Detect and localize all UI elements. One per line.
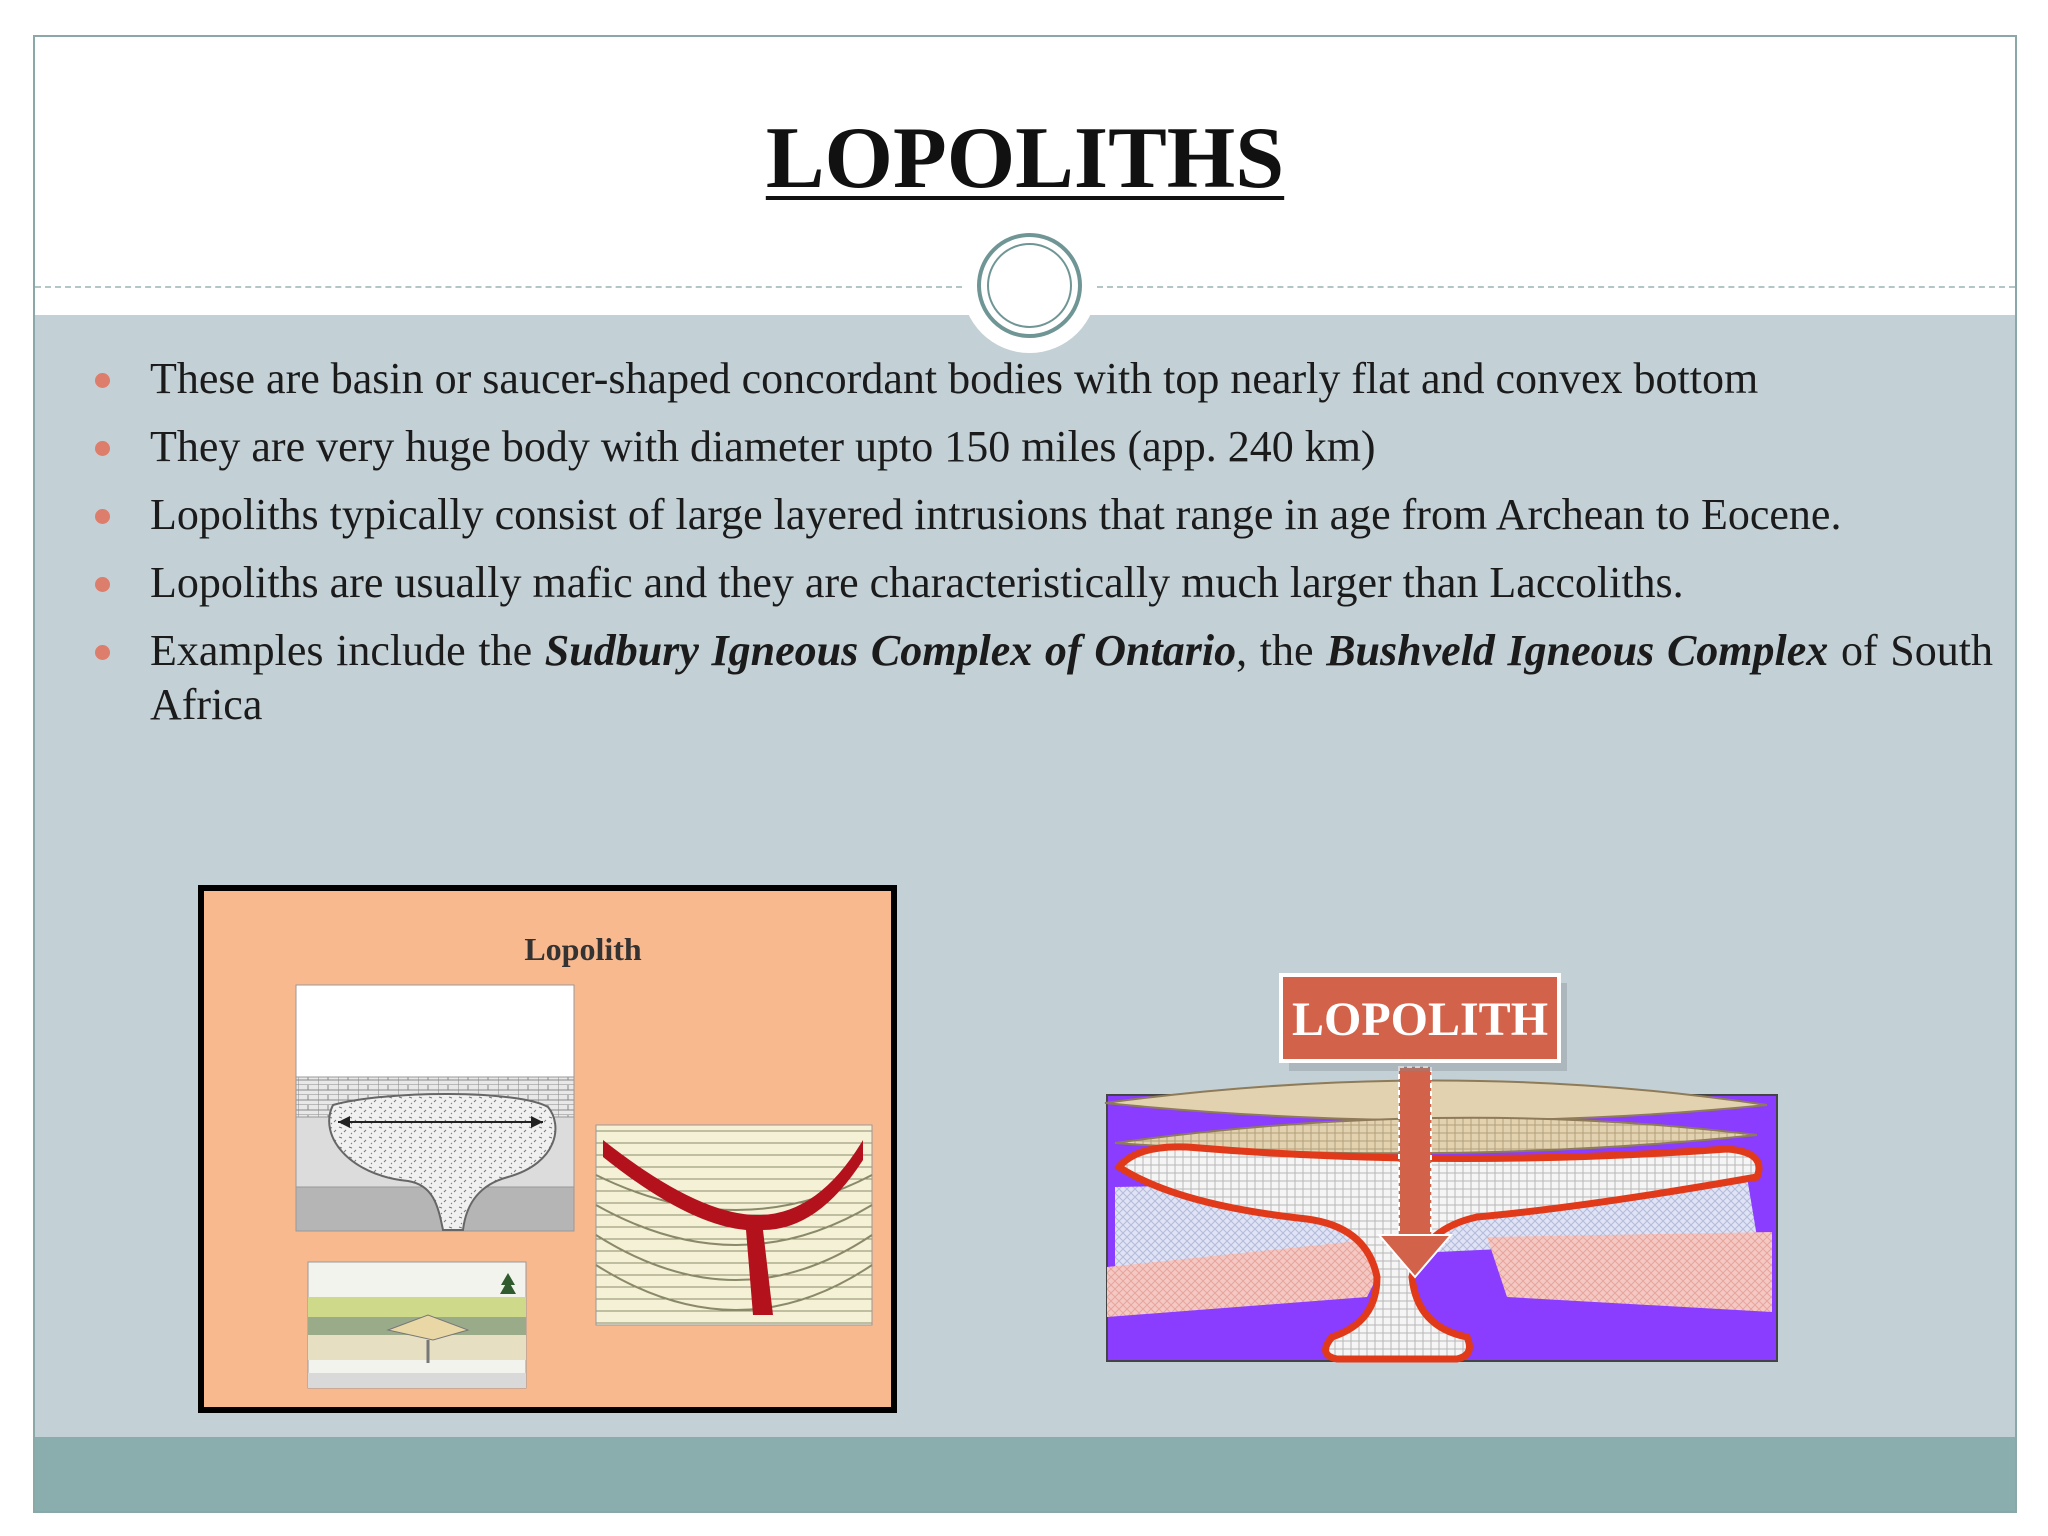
cross-section-right	[596, 1125, 872, 1325]
arrow-shaft	[1399, 1067, 1431, 1237]
bullet-item: Lopoliths typically consist of large layered intrusions that range in age from Archean to Eocene.	[150, 488, 1993, 542]
cross-section-bottom-left	[308, 1262, 526, 1388]
footer-band	[35, 1437, 2015, 1513]
page-title: LOPOLITHS	[765, 110, 1285, 207]
divider-ring-inner	[987, 243, 1072, 328]
bullet-emphasis: Sudbury Igneous Complex of Ontario	[544, 626, 1237, 675]
bullet-text: of South Africa	[150, 626, 1993, 729]
bullet-item: Lopoliths are usually mafic and they are characteristically much larger than Laccoliths.	[150, 556, 1993, 610]
title-divider-left	[35, 286, 962, 288]
bullet-emphasis: Bushveld Igneous Complex	[1326, 626, 1829, 675]
label-text: LOPOLITH	[1291, 993, 1549, 1046]
bullet-item	[150, 624, 1993, 732]
bullet-item: They are very huge body with diameter upto 150 miles (app. 240 km)	[150, 420, 1993, 474]
lopolith-illustration-left	[198, 885, 897, 1413]
bullet-list	[150, 352, 1993, 746]
figure-heading: Lopolith	[524, 931, 642, 967]
cross-section-top-left	[296, 985, 574, 1231]
slide	[33, 35, 2017, 1513]
bullet-item: These are basin or saucer-shaped concordant bodies with top nearly flat and convex bottom	[150, 352, 1993, 406]
title-divider-right	[1097, 286, 2015, 288]
lopolith-illustration-right	[1067, 937, 1787, 1407]
divider-ring-icon	[977, 233, 1082, 338]
bullet-text: Examples include the	[150, 626, 545, 675]
bullet-text: , the	[1236, 626, 1327, 675]
